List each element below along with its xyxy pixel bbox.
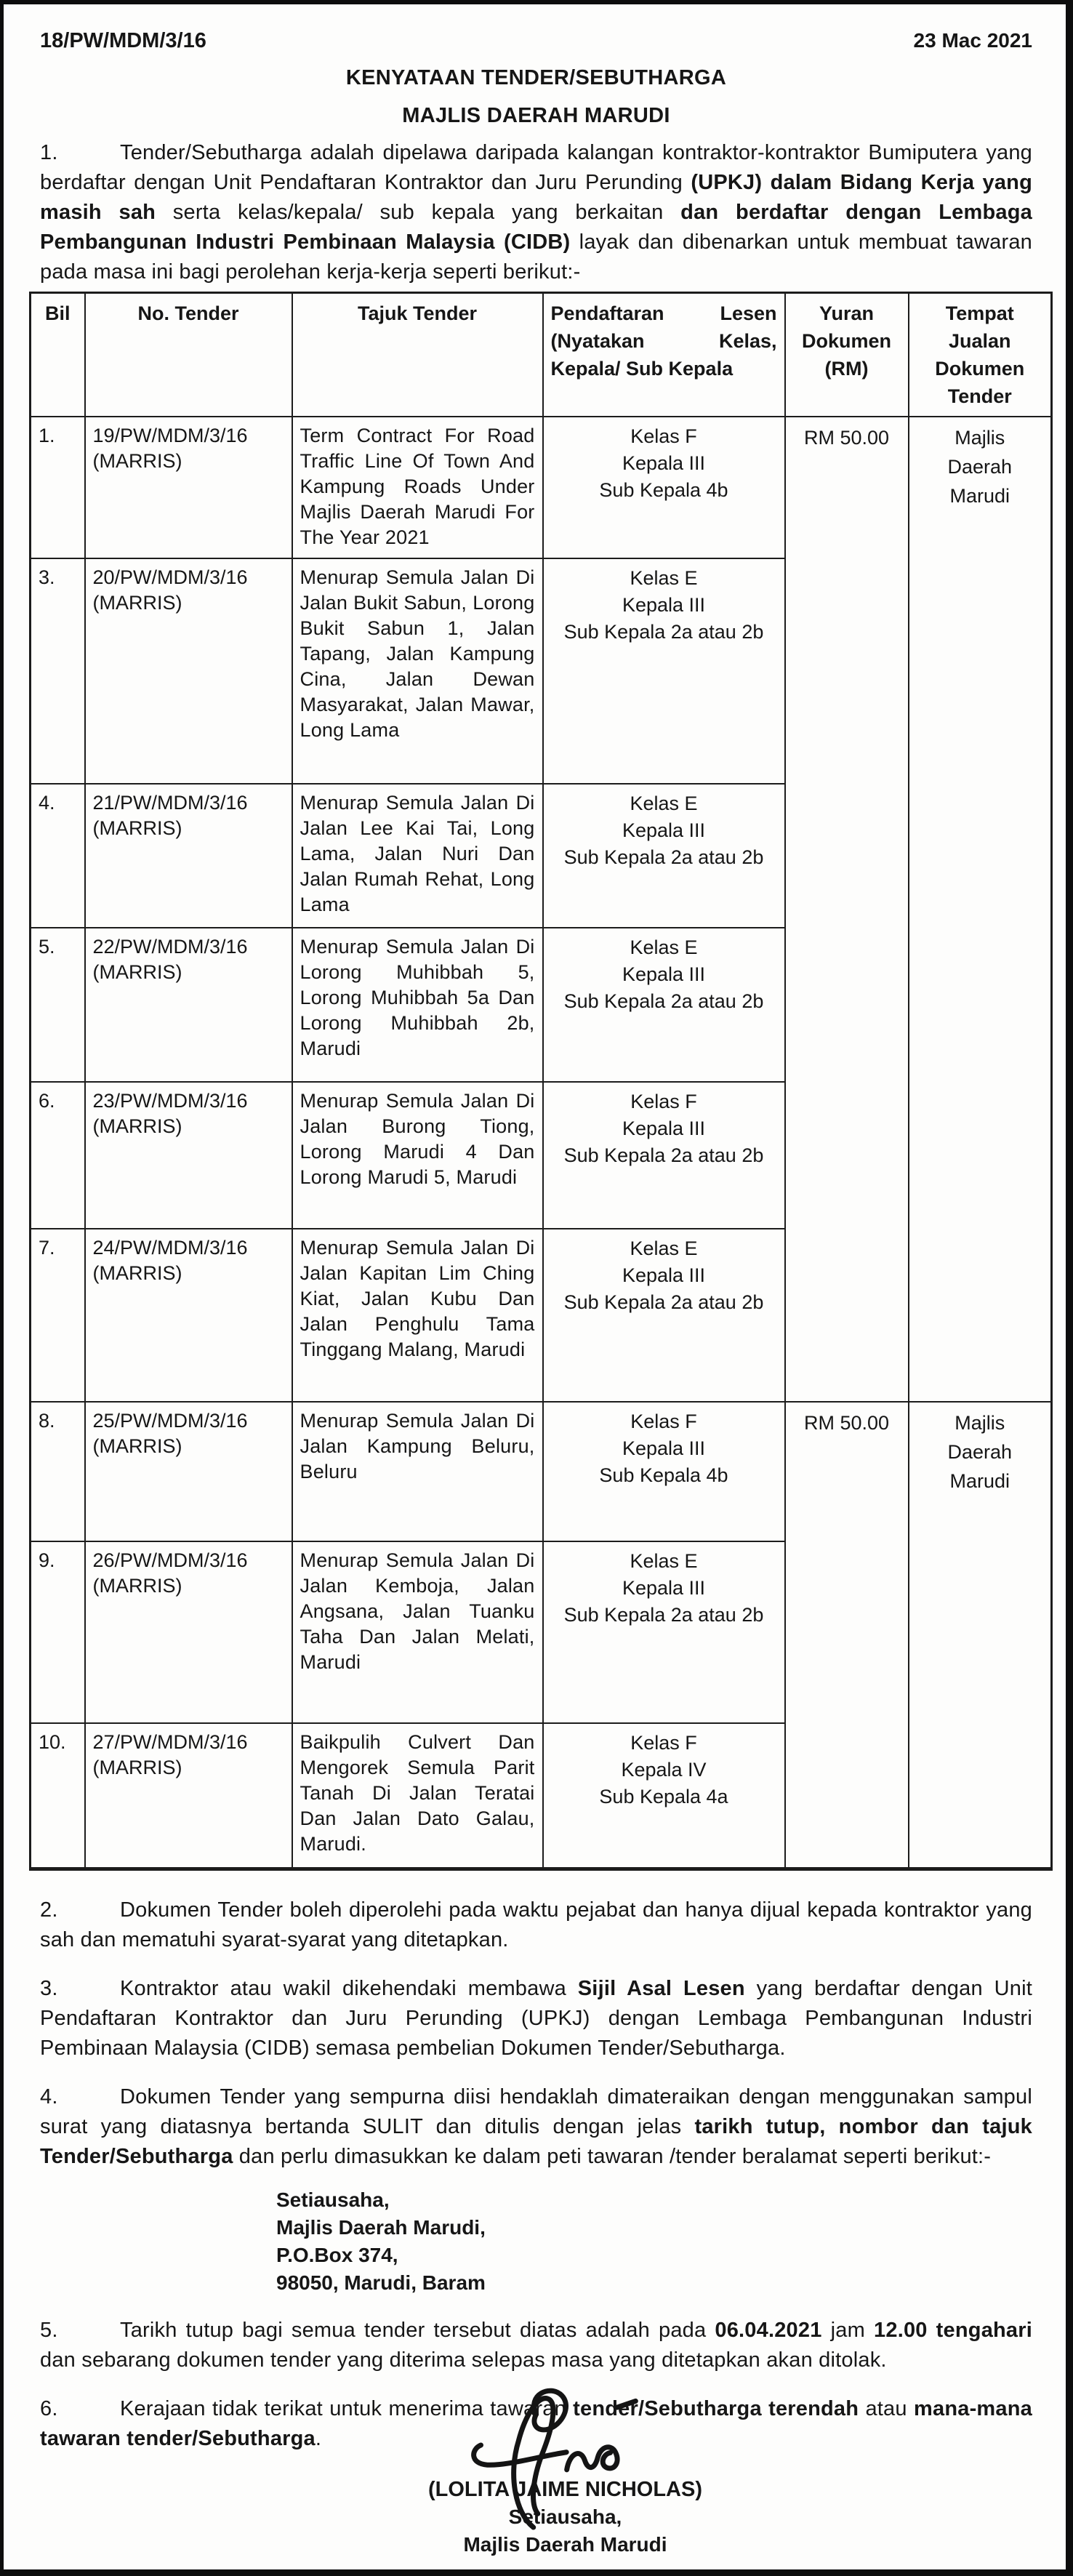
- cell-yuran-group-1: RM 50.00: [785, 417, 909, 1402]
- cell-no-tender: 27/PW/MDM/3/16 (MARRIS): [85, 1723, 292, 1869]
- paragraph-5-text: Tarikh tutup bagi semua tender tersebut diatas adalah pada 06.04.2021 jam 12.00 tengahari dan sebarang dokumen tender yang diterima selepas masa yang ditetapkan akan ditolak.: [40, 2318, 1033, 2372]
- header-tajuk-tender: Tajuk Tender: [292, 293, 543, 417]
- cell-no-tender: 24/PW/MDM/3/16 (MARRIS): [85, 1229, 292, 1402]
- address-line: Majlis Daerah Marudi,: [276, 2215, 486, 2239]
- cell-lesen: Kelas F Kepala III Sub Kepala 2a atau 2b: [543, 1082, 785, 1229]
- cell-lesen: Kelas F Kepala IV Sub Kepala 4a: [543, 1723, 785, 1869]
- paragraph-4-number: 4.: [40, 2085, 58, 2108]
- cell-tempat-group-1: Majlis Daerah Marudi: [909, 417, 1052, 1402]
- cell-no-tender: 25/PW/MDM/3/16 (MARRIS): [85, 1402, 292, 1541]
- paragraph-3: [40, 1974, 1032, 2063]
- cell-tajuk: Menurap Semula Jalan Di Jalan Kampung Beluru, Beluru: [292, 1402, 543, 1541]
- header-no-tender: No. Tender: [85, 293, 292, 417]
- tender-table-body: [31, 417, 1052, 1869]
- table-row: [31, 417, 1052, 558]
- cell-yuran-group-2: RM 50.00: [785, 1402, 909, 1869]
- paragraph-4: [40, 2082, 1032, 2172]
- cell-no-tender: 26/PW/MDM/3/16 (MARRIS): [85, 1541, 292, 1723]
- cell-tajuk: Menurap Semula Jalan Di Jalan Kapitan Lim Ching Kiat, Jalan Kubu Dan Jalan Penghulu Tama Tinggang Malang, Marudi: [292, 1229, 543, 1402]
- paragraph-1-number: 1.: [40, 141, 58, 164]
- paragraph-2-number: 2.: [40, 1898, 58, 1922]
- signatory-role: Setiausaha,: [508, 2505, 622, 2528]
- paragraph-6: [40, 2394, 1032, 2454]
- cell-bil: 4.: [31, 784, 85, 928]
- cell-tajuk: Menurap Semula Jalan Di Lorong Muhibbah 5, Lorong Muhibbah 5a Dan Lorong Muhibbah 2b, Marudi: [292, 928, 543, 1082]
- cell-lesen: Kelas E Kepala III Sub Kepala 2a atau 2b: [543, 1229, 785, 1402]
- cell-no-tender: 22/PW/MDM/3/16 (MARRIS): [85, 928, 292, 1082]
- header-pendaftaran-lesen: Pendaftaran Lesen (Nyatakan Kelas, Kepala/ Sub Kepala: [543, 293, 785, 417]
- paragraph-2: [40, 1895, 1032, 1955]
- paragraph-6-number: 6.: [40, 2396, 58, 2420]
- cell-lesen: Kelas E Kepala III Sub Kepala 2a atau 2b: [543, 784, 785, 928]
- tender-table: [29, 292, 1053, 1871]
- cell-bil: 6.: [31, 1082, 85, 1229]
- paragraph-3-number: 3.: [40, 1976, 58, 2000]
- page-title: KENYATAAN TENDER/SEBUTHARGA: [345, 66, 727, 89]
- cell-tajuk: Menurap Semula Jalan Di Jalan Lee Kai Tai, Long Lama, Jalan Nuri Dan Jalan Rumah Rehat, Long Lama: [292, 784, 543, 928]
- header-bil: Bil: [31, 293, 85, 417]
- paragraph-1: [40, 138, 1032, 287]
- signature-block: [40, 2476, 1032, 2559]
- cell-tajuk: Menurap Semula Jalan Di Jalan Bukit Sabun, Lorong Bukit Sabun 1, Jalan Tapang, Jalan Kampung Cina, Jalan Dewan Masyarakat, Jalan Mawar, Long Lama: [292, 558, 543, 784]
- organisation-title: MAJLIS DAERAH MARUDI: [402, 104, 670, 127]
- cell-bil: 1.: [31, 417, 85, 558]
- reference-number: 18/PW/MDM/3/16: [40, 29, 206, 52]
- header-row: [40, 15, 1032, 57]
- cell-bil: 7.: [31, 1229, 85, 1402]
- header-row-cells: [31, 293, 1052, 417]
- cell-tempat-group-2: Majlis Daerah Marudi: [909, 1402, 1052, 1869]
- paragraph-5-number: 5.: [40, 2318, 58, 2342]
- cell-no-tender: 19/PW/MDM/3/16 (MARRIS): [85, 417, 292, 558]
- cell-bil: 8.: [31, 1402, 85, 1541]
- document-body: [4, 4, 1066, 2559]
- paragraph-3-text: Kontraktor atau wakil dikehendaki membawa Sijil Asal Lesen yang berdaftar dengan Unit Pendaftaran Kontraktor dan Juru Perunding (UPKJ) dengan Lembaga Pembangunan Industri Pembinaan Malaysia (CIDB) semasa pembelian Dokumen Tender/Sebutharga.: [40, 1976, 1032, 2060]
- cell-tajuk: Menurap Semula Jalan Di Jalan Kemboja, Jalan Angsana, Jalan Tuanku Taha Dan Jalan Melati, Marudi: [292, 1541, 543, 1723]
- document-date: 23 Mac 2021: [913, 29, 1032, 52]
- cell-bil: 10.: [31, 1723, 85, 1869]
- paragraph-4-text: Dokumen Tender yang sempurna diisi hendaklah dimateraikan dengan menggunakan sampul surat yang diatasnya bertanda SULIT dan ditulis dengan jelas tarikh tutup, nombor dan tajuk Tender/Sebutharga dan perlu dimasukkan ke dalam peti tawaran /tender beralamat seperti berikut:-: [40, 2085, 1032, 2168]
- cell-no-tender: 23/PW/MDM/3/16 (MARRIS): [85, 1082, 292, 1229]
- cell-tajuk: Baikpulih Culvert Dan Mengorek Semula Parit Tanah Di Jalan Teratai Dan Jalan Dato Galau, Marudi.: [292, 1723, 543, 1869]
- paragraph-5: [40, 2316, 1032, 2375]
- cell-bil: 9.: [31, 1541, 85, 1723]
- header-yuran-dokumen: Yuran Dokumen (RM): [785, 293, 909, 417]
- signatory-organisation: Majlis Daerah Marudi: [463, 2532, 667, 2556]
- cell-lesen: Kelas F Kepala III Sub Kepala 4b: [543, 1402, 785, 1541]
- paragraph-6-text: Kerajaan tidak terikat untuk menerima tawaran tender/Sebutharga terendah atau mana-mana tawaran tender/Sebutharga.: [40, 2396, 1032, 2450]
- cell-lesen: Kelas E Kepala III Sub Kepala 2a atau 2b: [543, 1541, 785, 1723]
- paragraph-2-text: Dokumen Tender boleh diperolehi pada waktu pejabat dan hanya dijual kepada kontraktor yang sah dan mematuhi syarat-syarat yang ditetapkan.: [40, 1898, 1032, 1951]
- cell-no-tender: 20/PW/MDM/3/16 (MARRIS): [85, 558, 292, 784]
- header-tempat-jualan: Tempat Jualan Dokumen Tender: [909, 293, 1052, 417]
- cell-no-tender: 21/PW/MDM/3/16 (MARRIS): [85, 784, 292, 928]
- cell-bil: 3.: [31, 558, 85, 784]
- address-block: [276, 2186, 1032, 2297]
- cell-bil: 5.: [31, 928, 85, 1082]
- address-line: 98050, Marudi, Baram: [276, 2271, 486, 2294]
- cell-tajuk: Menurap Semula Jalan Di Jalan Burong Tiong, Lorong Marudi 4 Dan Lorong Marudi 5, Marudi: [292, 1082, 543, 1229]
- paragraph-1-text: Tender/Sebutharga adalah dipelawa daripada kalangan kontraktor-kontraktor Bumiputera yang berdaftar dengan Unit Pendaftaran Kontraktor dan Juru Perunding (UPKJ) dalam Bidang Kerja yang masih sah serta kelas/kepala/ sub kepala yang berkaitan dan berdaftar dengan Lembaga Pembangunan Industri Pembinaan Malaysia (CIDB) layak dan dibenarkan untuk membuat tawaran pada masa ini bagi perolehan kerja-kerja seperti berikut:-: [40, 141, 1033, 284]
- address-line: Setiausaha,: [276, 2188, 390, 2211]
- address-line: P.O.Box 374,: [276, 2243, 398, 2266]
- cell-lesen: Kelas F Kepala III Sub Kepala 4b: [543, 417, 785, 558]
- signatory-name: (LOLITA JAIME NICHOLAS): [428, 2477, 702, 2501]
- cell-lesen: Kelas E Kepala III Sub Kepala 2a atau 2b: [543, 928, 785, 1082]
- cell-tajuk: Term Contract For Road Traffic Line Of Town And Kampung Roads Under Majlis Daerah Marudi For The Year 2021: [292, 417, 543, 558]
- cell-lesen: Kelas E Kepala III Sub Kepala 2a atau 2b: [543, 558, 785, 784]
- table-row: [31, 1402, 1052, 1541]
- tender-table-head: [31, 293, 1052, 417]
